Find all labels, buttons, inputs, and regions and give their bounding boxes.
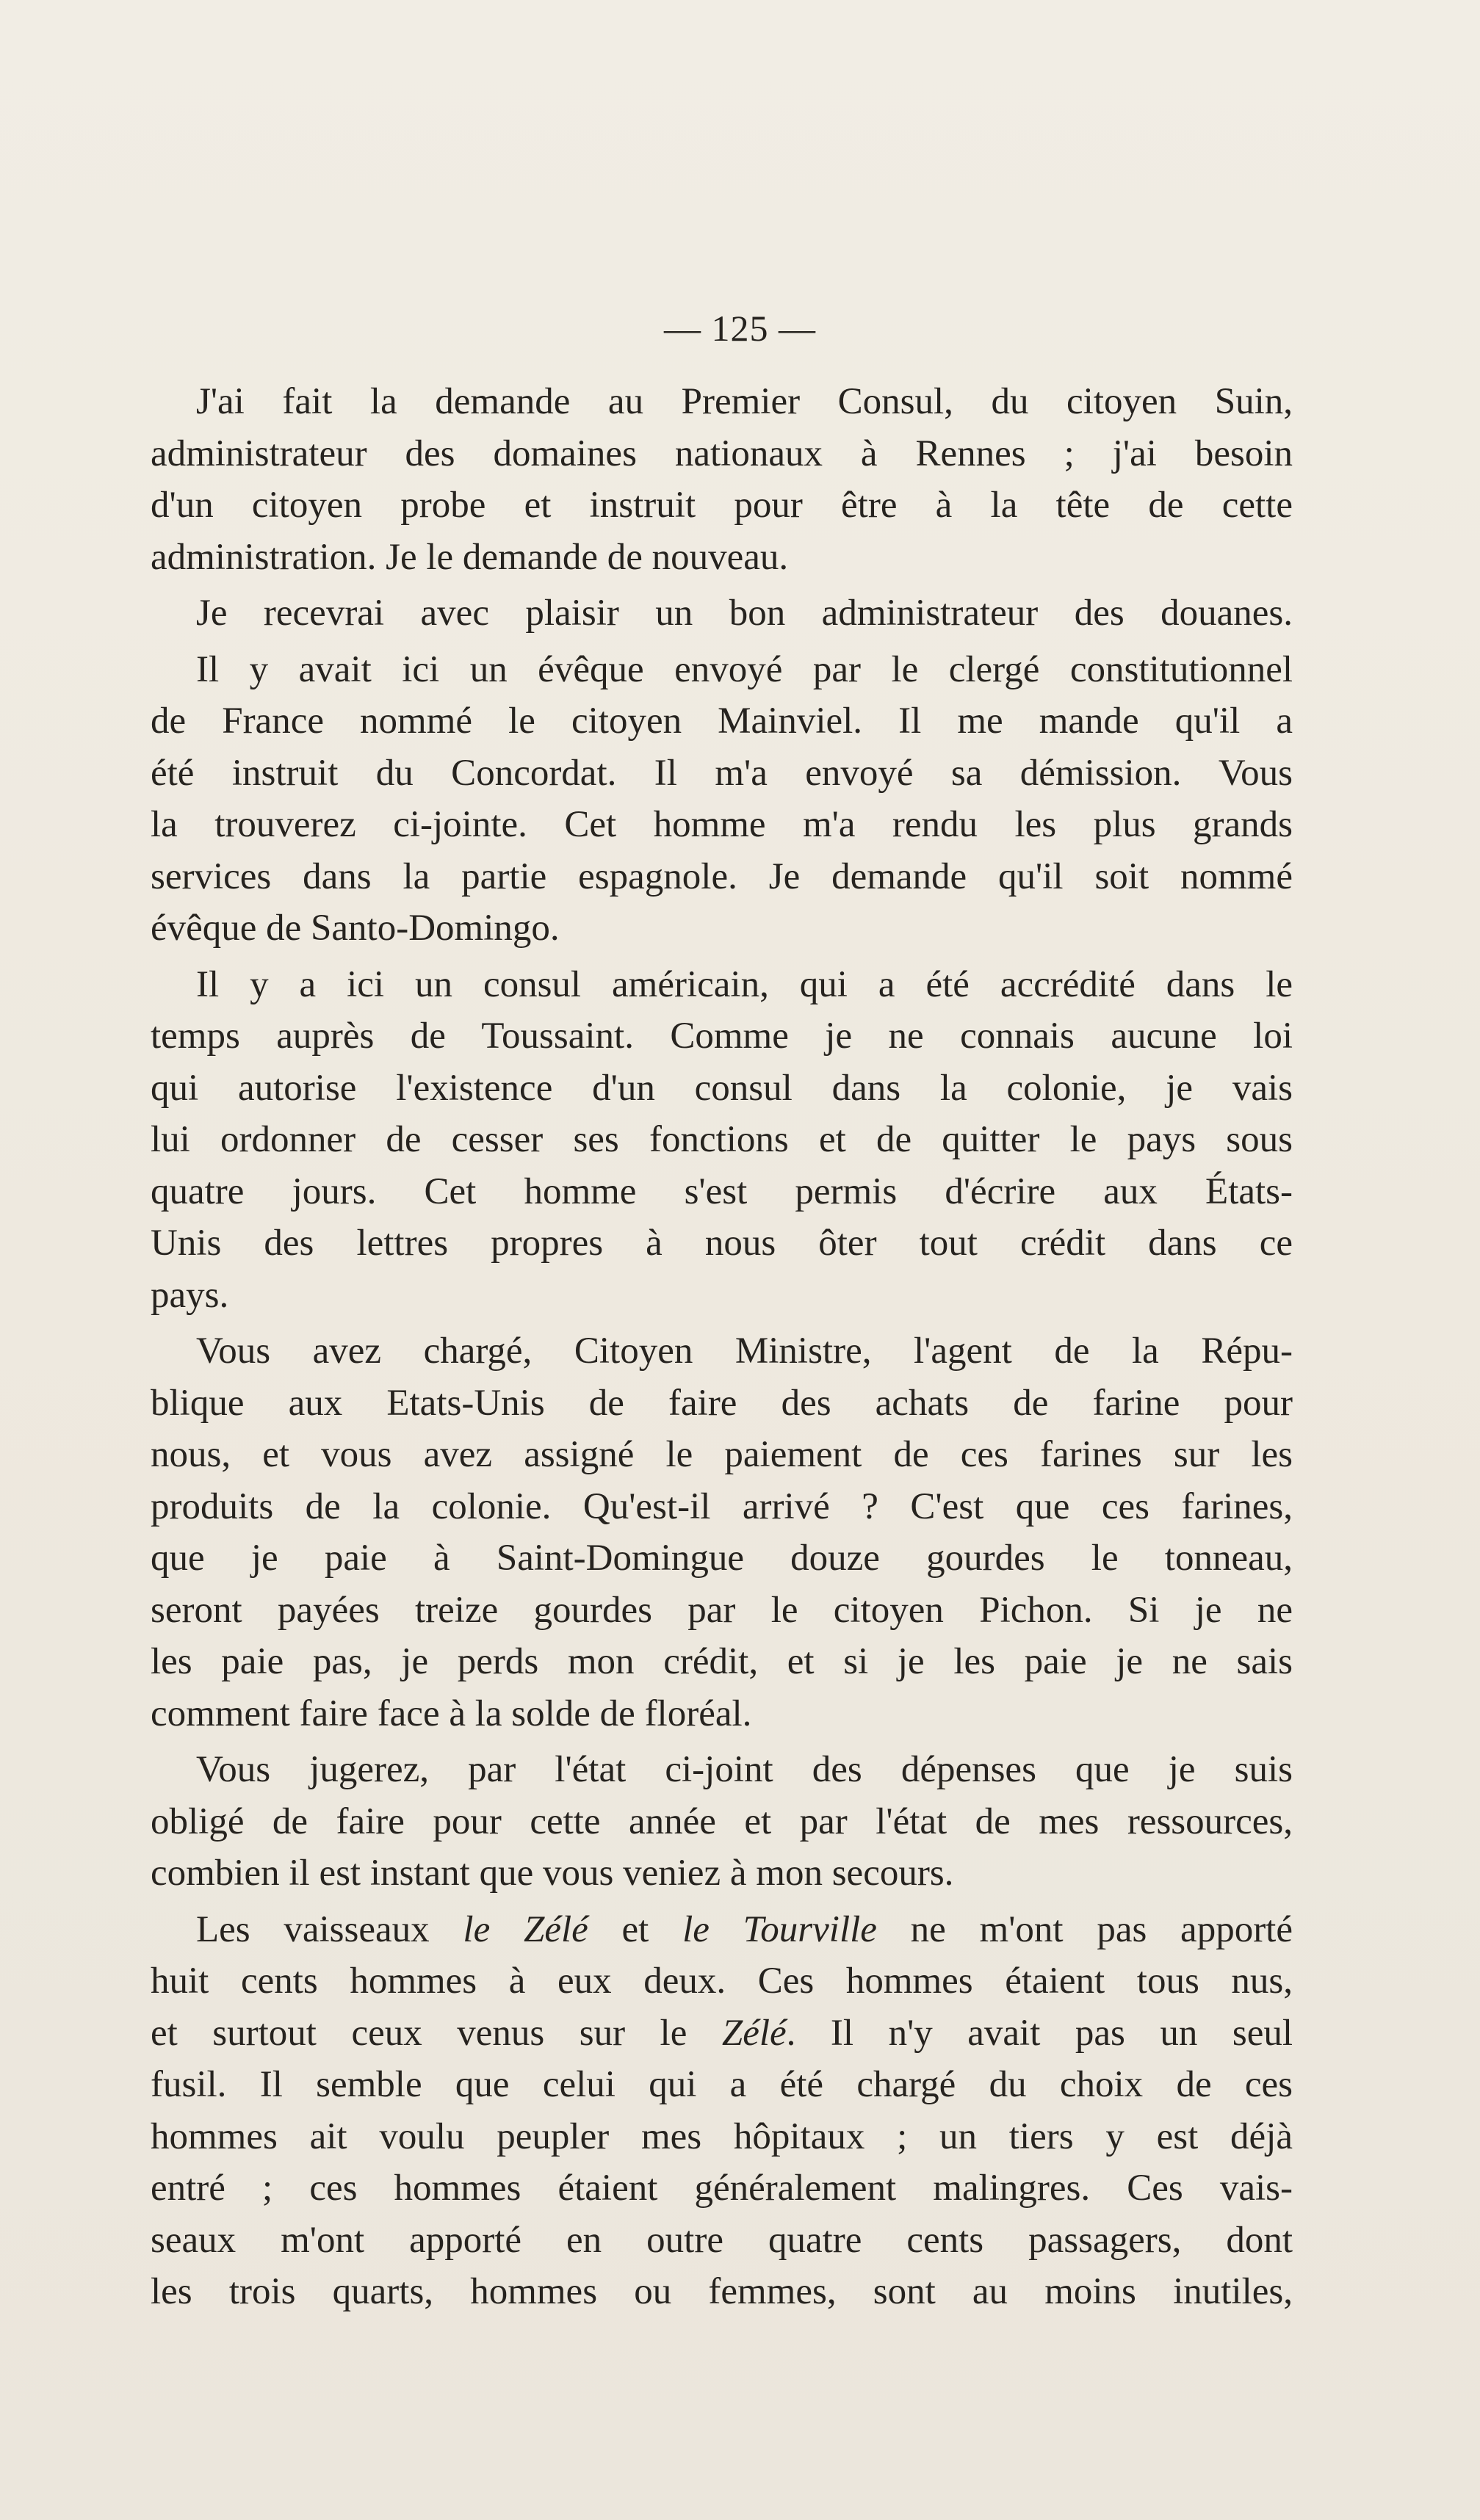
text-line: été instruit du Concordat. Il m'a envoyé sa démission. Vous [151, 752, 1293, 794]
text-line: les trois quarts, hommes ou femmes, sont au moins inutiles, [151, 2271, 1293, 2312]
text-line: de France nommé le citoyen Mainviel. Il me mande qu'il a [151, 700, 1293, 742]
text-line: hommes ait voulu peupler mes hôpitaux ; un tiers y est déjà [151, 2115, 1293, 2157]
text-line: Il y avait ici un évêque envoyé par le clergé constitutionnel [196, 648, 1293, 690]
text-line: les paie pas, je perds mon crédit, et si je les paie je ne sais [151, 1641, 1293, 1682]
body-text [151, 376, 1293, 2318]
text-line: obligé de faire pour cette année et par l'état de mes ressources, [151, 1800, 1293, 1842]
text-line: produits de la colonie. Qu'est-il arrivé ? C'est que ces farines, [151, 1485, 1293, 1527]
text-line: lui ordonner de cesser ses fonctions et de quitter le pays sous [151, 1119, 1293, 1160]
text-line: Les vaisseaux le Zélé et le Tourville ne m'ont pas apporté [196, 1908, 1293, 1950]
text-line: fusil. Il semble que celui qui a été chargé du choix de ces [151, 2064, 1293, 2105]
text-line: pays. [151, 1274, 229, 1316]
text-line: temps auprès de Toussaint. Comme je ne connais aucune loi [151, 1015, 1293, 1057]
text-line: nous, et vous avez assigné le paiement de ces farines sur les [151, 1434, 1293, 1475]
text-line: évêque de Santo-Domingo. [151, 908, 560, 949]
text-line: seaux m'ont apporté en outre quatre cents passagers, dont [151, 2219, 1293, 2261]
text-line: Je recevrai avec plaisir un bon administrateur des douanes. [196, 593, 1293, 634]
text-line: Vous avez chargé, Citoyen Ministre, l'agent de la Répu- [196, 1330, 1293, 1372]
text-line: la trouverez ci-jointe. Cet homme m'a rendu les plus grands [151, 804, 1293, 845]
text-line: comment faire face à la solde de floréal. [151, 1692, 752, 1734]
text-line: que je paie à Saint-Domingue douze gourdes le tonneau, [151, 1538, 1293, 1579]
page-number: — 125 — [664, 308, 816, 349]
text-line: quatre jours. Cet homme s'est permis d'écrire aux États- [151, 1170, 1293, 1212]
text-line: combien il est instant que vous veniez à mon secours. [151, 1853, 954, 1894]
text-line: services dans la partie espagnole. Je demande qu'il soit nommé [151, 855, 1293, 897]
text-line: blique aux Etats-Unis de faire des achats de farine pour [151, 1382, 1293, 1424]
text-line: Il y a ici un consul américain, qui a été accrédité dans le [196, 963, 1293, 1005]
text-line: Vous jugerez, par l'état ci-joint des dépenses que je suis [196, 1749, 1293, 1790]
text-line: qui autorise l'existence d'un consul dans la colonie, je vais [151, 1067, 1293, 1109]
text-line: et surtout ceux venus sur le Zélé. Il n'y avait pas un seul [151, 2012, 1293, 2054]
text-line: J'ai fait la demande au Premier Consul, du citoyen Suin, [196, 381, 1293, 422]
text-line: huit cents hommes à eux deux. Ces hommes étaient tous nus, [151, 1960, 1293, 2002]
text-line: d'un citoyen probe et instruit pour être à la tête de cette [151, 485, 1293, 526]
text-line: seront payées treize gourdes par le citoyen Pichon. Si je ne [151, 1589, 1293, 1631]
text-line: entré ; ces hommes étaient généralement malingres. Ces vais- [151, 2168, 1293, 2209]
text-line: Unis des lettres propres à nous ôter tout crédit dans ce [151, 1223, 1293, 1264]
text-line: administrateur des domaines nationaux à Rennes ; j'ai besoin [151, 432, 1293, 474]
text-line: administration. Je le demande de nouveau. [151, 536, 789, 578]
